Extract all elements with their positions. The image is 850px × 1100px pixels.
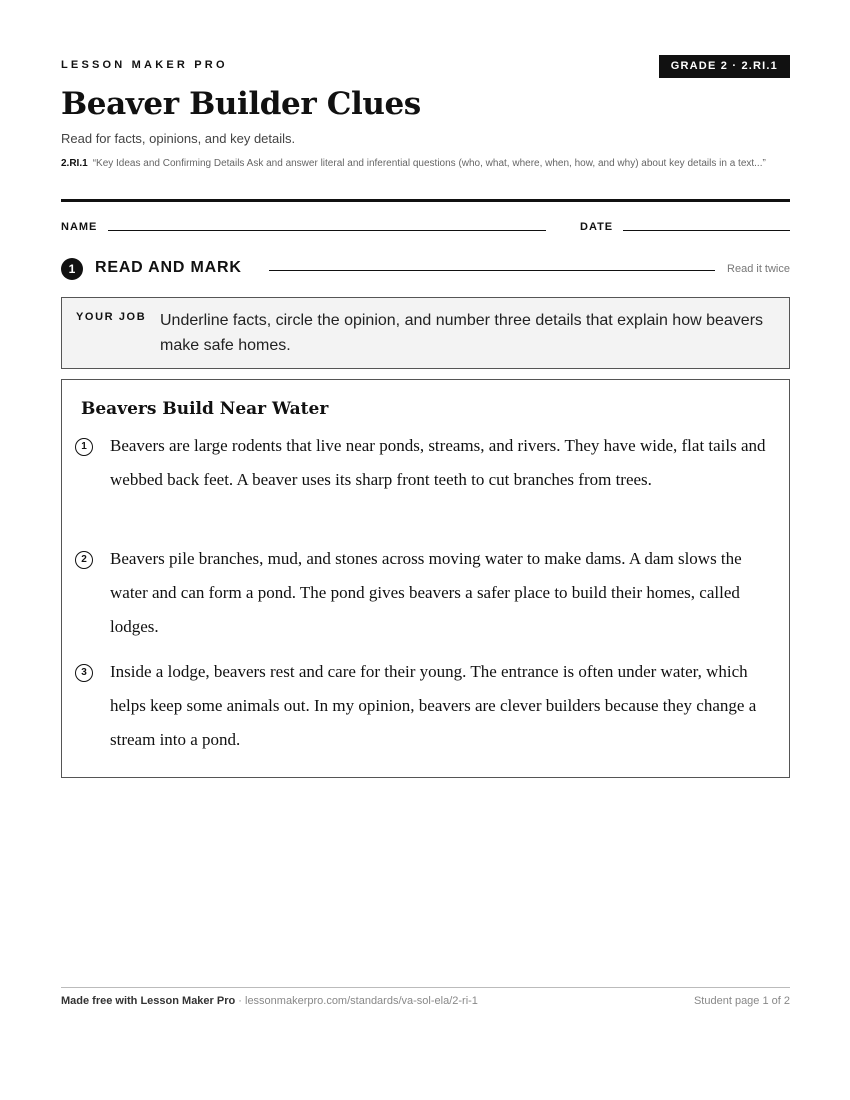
brand-name: LESSON MAKER PRO	[61, 59, 228, 71]
name-line[interactable]	[108, 230, 546, 231]
paragraph-number-2: 2	[75, 551, 93, 569]
header-divider	[61, 199, 790, 202]
paragraph-number-3: 3	[75, 664, 93, 682]
grade-badge: GRADE 2 · 2.RI.1	[659, 55, 790, 78]
paragraph-number-1: 1	[75, 438, 93, 456]
job-instructions-box	[61, 297, 790, 369]
standard-description	[61, 156, 790, 172]
section-divider	[269, 270, 715, 271]
date-label: DATE	[580, 221, 614, 233]
footer-separator: ·	[235, 995, 245, 1007]
page-title: Beaver Builder Clues	[61, 86, 421, 122]
footer-made-with: Made free with Lesson Maker Pro	[61, 995, 236, 1007]
worksheet-page	[61, 0, 790, 1100]
paragraph-text-1: Beavers are large rodents that live near ponds, streams, and rivers. They have wide, flat tails and webbed back feet. A beaver uses its sharp front teeth to cut branches from trees.	[110, 436, 766, 489]
standard-text: “Key Ideas and Confirming Details Ask and answer literal and inferential questions (who, what, where, when, how, and why) about key details in a text...”	[92, 158, 766, 169]
footer-credit	[61, 995, 478, 1007]
date-line[interactable]	[623, 230, 790, 231]
job-text: Underline facts, circle the opinion, and number three details that explain how beavers make safe homes.	[160, 312, 764, 354]
footer-url[interactable]: lessonmakerpro.com/standards/va-sol-ela/2-ri-1	[245, 995, 478, 1007]
footer-divider	[61, 987, 790, 988]
footer-page-number: Student page 1 of 2	[693, 995, 790, 1007]
standard-code: 2.RI.1	[61, 158, 88, 169]
paragraph-text-3: Inside a lodge, beavers rest and care for their young. The entrance is often under water, which helps keep some animals out. In my opinion, beavers are clever builders because they change a stream into a pond.	[110, 662, 757, 749]
page-subtitle: Read for facts, opinions, and key details.	[61, 131, 296, 146]
job-label: YOUR JOB	[76, 311, 147, 323]
reading-passage	[61, 379, 790, 778]
paragraph-text-2: Beavers pile branches, mud, and stones across moving water to make dams. A dam slows the water and can form a pond. The pond gives beavers a safer place to build their homes, called lodges.	[110, 549, 742, 636]
section-title: READ AND MARK	[95, 259, 242, 276]
passage-title: Beavers Build Near Water	[81, 399, 329, 419]
section-number-badge: 1	[61, 258, 83, 280]
name-label: NAME	[61, 221, 98, 233]
section-note: Read it twice	[727, 263, 790, 275]
